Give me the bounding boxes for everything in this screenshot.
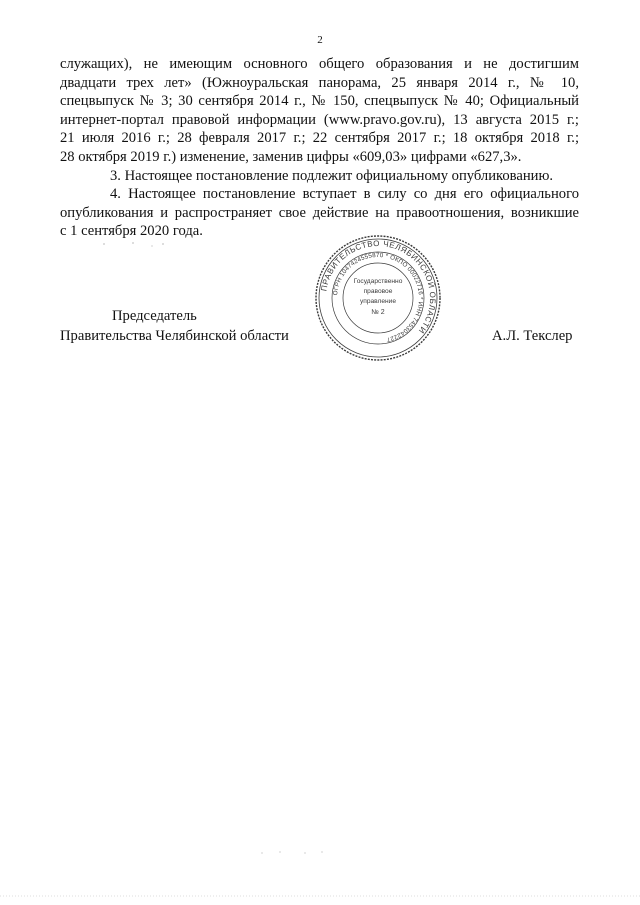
body-line: интернет-портал правовой информации (www.pravo.gov.ru), 13 августа 2015 г.; [60, 111, 579, 128]
signatory-title-line2: Правительства Челябинской области [60, 328, 289, 344]
seal-outer-text: ПРАВИТЕЛЬСТВО ЧЕЛЯБИНСКОЙ ОБЛАСТИ [319, 238, 438, 336]
official-seal-stamp [313, 233, 443, 363]
clause-4-line: с 1 сентября 2020 года. [60, 223, 203, 240]
signatory-title [60, 306, 289, 346]
seal-center-line: № 2 [371, 309, 385, 316]
clause-4-line: опубликования и распространяет свое действие на правоотношения, возникшие [60, 204, 579, 221]
seal-center-line: Государственно [353, 278, 403, 285]
signatory-name: А.Л. Текслер [492, 328, 573, 344]
body-line: служащих), не имеющим основного общего образования и не достигшим [60, 56, 579, 72]
clause-3: 3. Настоящее постановление подлежит официальному опубликованию. [110, 167, 554, 184]
clause-4-line: 4. Настоящее постановление вступает в силу со дня его официального [110, 186, 579, 203]
body-line: 28 октября 2019 г.) изменение, заменив цифры «609,03» цифрами «627,3». [60, 148, 522, 165]
body-line: двадцати трех лет» (Южноуральская панорама, 25 января 2014 г., № 10, [60, 74, 579, 91]
seal-center-line: управление [359, 298, 397, 305]
document-body [60, 55, 579, 241]
seal-inner-text: ОГРН 1047424555870 * ОКПО 00022716 * ИНН 7453042227 [332, 251, 425, 344]
body-line: 21 июля 2016 г.; 28 февраля 2017 г.; 22 сентября 2017 г.; 18 октября 2018 г.; [60, 130, 579, 147]
body-line: спецвыпуск № 3; 30 сентября 2014 г., № 150, спецвыпуск № 40; Официальный [60, 93, 579, 110]
signatory-title-line1: Председатель [112, 308, 197, 324]
seal-center-line: правовое [363, 288, 393, 295]
page-number: 2 [317, 34, 323, 46]
